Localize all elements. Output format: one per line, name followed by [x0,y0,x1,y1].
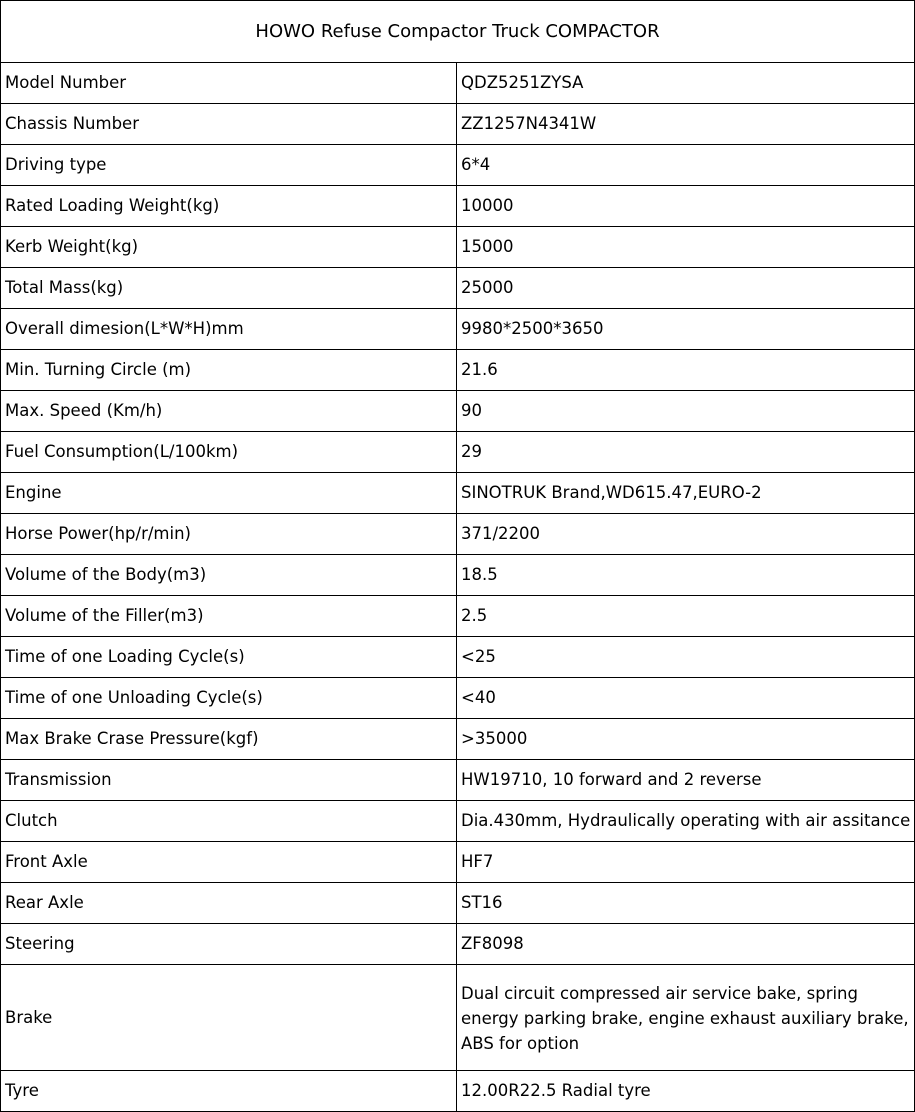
spec-value: 29 [457,432,915,473]
spec-label: Driving type [1,145,457,186]
title-row [1,1,915,63]
spec-label: Fuel Consumption(L/100km) [1,432,457,473]
spec-value: 25000 [457,268,915,309]
spec-label: Chassis Number [1,104,457,145]
spec-value: 371/2200 [457,514,915,555]
spec-value: HW19710, 10 forward and 2 reverse [457,760,915,801]
table-row [1,227,915,268]
spec-label: Model Number [1,63,457,104]
table-row [1,350,915,391]
spec-label: Rated Loading Weight(kg) [1,186,457,227]
table-row [1,719,915,760]
table-row [1,555,915,596]
spec-value: QDZ5251ZYSA [457,63,915,104]
spec-label: Rear Axle [1,883,457,924]
table-row [1,104,915,145]
spec-value: 15000 [457,227,915,268]
spec-value: >35000 [457,719,915,760]
spec-value: SINOTRUK Brand,WD615.47,EURO-2 [457,473,915,514]
table-row [1,514,915,555]
spec-label: Total Mass(kg) [1,268,457,309]
table-row [1,268,915,309]
spec-label: Max Brake Crase Pressure(kgf) [1,719,457,760]
spec-label: Brake [1,965,457,1071]
spec-label: Steering [1,924,457,965]
spec-label: Max. Speed (Km/h) [1,391,457,432]
spec-value: ZZ1257N4341W [457,104,915,145]
spec-label: Min. Turning Circle (m) [1,350,457,391]
spec-value: 18.5 [457,555,915,596]
table-row [1,391,915,432]
table-row [1,801,915,842]
spec-value: 90 [457,391,915,432]
spec-value: 2.5 [457,596,915,637]
table-row [1,145,915,186]
spec-label: Overall dimesion(L*W*H)mm [1,309,457,350]
spec-label: Time of one Loading Cycle(s) [1,637,457,678]
spec-label: Volume of the Filler(m3) [1,596,457,637]
spec-label: Kerb Weight(kg) [1,227,457,268]
spec-value: <25 [457,637,915,678]
spec-label: Volume of the Body(m3) [1,555,457,596]
table-row [1,883,915,924]
table-row [1,924,915,965]
table-row [1,473,915,514]
spec-table-body [1,1,915,1112]
spec-label: Engine [1,473,457,514]
spec-value: ZF8098 [457,924,915,965]
table-row [1,186,915,227]
spec-label: Tyre [1,1071,457,1112]
table-row [1,760,915,801]
table-row [1,309,915,350]
spec-label: Time of one Unloading Cycle(s) [1,678,457,719]
table-title: HOWO Refuse Compactor Truck COMPACTOR [1,1,915,63]
spec-value: Dual circuit compressed air service bake, spring energy parking brake, engine exhaust auxiliary brake, ABS for option [457,965,915,1071]
spec-value: HF7 [457,842,915,883]
spec-value: 9980*2500*3650 [457,309,915,350]
spec-value: 12.00R22.5 Radial tyre [457,1071,915,1112]
spec-value: Dia.430mm, Hydraulically operating with air assitance [457,801,915,842]
spec-value: 10000 [457,186,915,227]
table-row [1,1071,915,1112]
table-row [1,432,915,473]
table-row [1,678,915,719]
spec-label: Clutch [1,801,457,842]
spec-value: <40 [457,678,915,719]
spec-label: Horse Power(hp/r/min) [1,514,457,555]
spec-label: Transmission [1,760,457,801]
table-row [1,842,915,883]
table-row [1,63,915,104]
table-row [1,637,915,678]
spec-value: 21.6 [457,350,915,391]
table-row [1,965,915,1071]
table-row [1,596,915,637]
spec-value: 6*4 [457,145,915,186]
spec-value: ST16 [457,883,915,924]
spec-label: Front Axle [1,842,457,883]
